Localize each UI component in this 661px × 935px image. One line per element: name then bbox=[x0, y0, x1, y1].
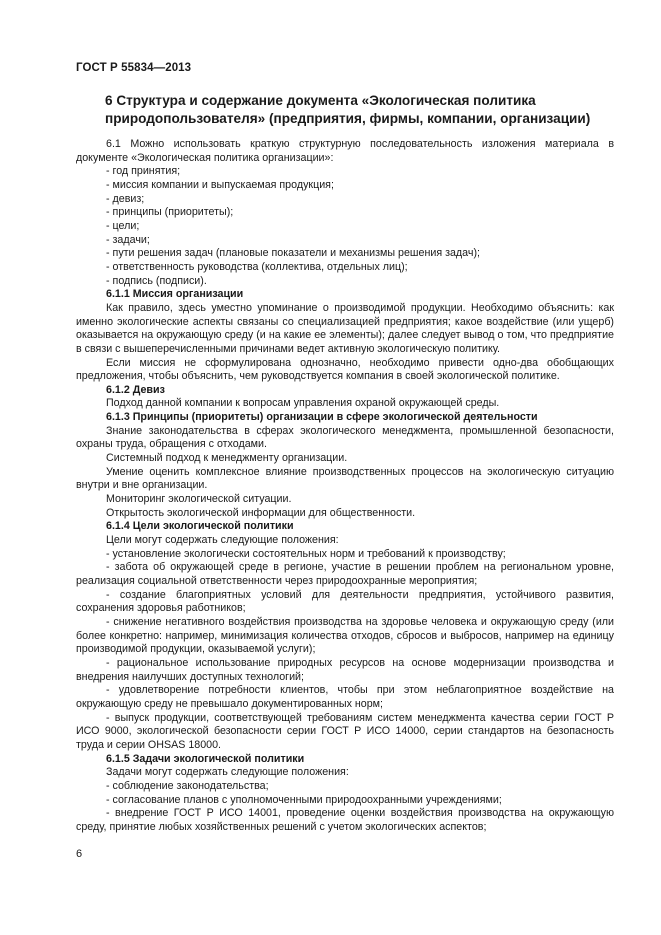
list-item: - пути решения задач (плановые показатели и механизмы решения задач); bbox=[106, 247, 480, 260]
subsection-heading-principles: 6.1.3 Принципы (приоритеты) организации в сфере экологической деятельности bbox=[106, 411, 538, 424]
subsection-heading-tasks: 6.1.5 Задачи экологической политики bbox=[106, 752, 305, 765]
paragraph: Открытость экологической информации для общественности. bbox=[106, 506, 416, 519]
paragraph: Системный подход к менеджменту организации. bbox=[106, 452, 348, 465]
subsection-heading-motto: 6.1.2 Девиз bbox=[106, 383, 165, 396]
list-item: - рациональное использование природных ресурсов на основе модернизации производства и внедрения наилучших доступных технологий; bbox=[76, 656, 614, 683]
paragraph: Мониторинг экологической ситуации. bbox=[106, 493, 292, 506]
subsection-heading-mission: 6.1.1 Миссия организации bbox=[106, 288, 244, 301]
list-item: - внедрение ГОСТ Р ИСО 14001, проведение оценки воздействия производства на окружающую среду, принятие любых хозяйственных решений с учетом экологических аспектов; bbox=[76, 807, 614, 833]
list-item: - девиз; bbox=[106, 192, 145, 205]
list-item: - установление экологически состоятельных норм и требований к производству; bbox=[106, 547, 506, 560]
paragraph: Задачи могут содержать следующие положения: bbox=[106, 766, 349, 779]
list-item: - ответственность руководства (коллектива, отдельных лиц); bbox=[106, 260, 408, 273]
list-item: - цели; bbox=[106, 219, 140, 232]
list-item: - снижение негативного воздействия производства на здоровье человека и окружающую среду (или более конкретно: например, минимизация количества отходов, сбросов и выбросов, например на единицу производимой продукции, оказываемой услуги); bbox=[76, 615, 614, 656]
subsection-heading-goals: 6.1.4 Цели экологической политики bbox=[106, 520, 294, 533]
list-item: - согласование планов с уполномоченными природоохранными учреждениями; bbox=[106, 793, 502, 806]
document-header: ГОСТ Р 55834—2013 bbox=[76, 62, 192, 74]
section-title: 6 Структура и содержание документа «Экологическая политика природопользователя» (предприятия, фирмы, компании, организации) bbox=[105, 93, 591, 126]
paragraph: Как правило, здесь уместно упоминание о производимой продукции. Необходимо объяснить: как именно экологические аспекты связаны со специализацией предприятия; какое воздействие (или ущерб) оказывается на окружающую среду (и на какие ее элементы); далее следует вывод о том, что предприятие в связи с вышеперечисленными причинами ведет активную экологическую политику. bbox=[76, 301, 614, 355]
list-item: - создание благоприятных условий для деятельности предприятия, устойчивого развития, сохранения здоровья работников; bbox=[76, 588, 614, 615]
paragraph: Если миссия не сформулирована однозначно, необходимо привести одно-два обобщающих предложения, чтобы объяснить, чем руководствуется компания в своей экологической политике. bbox=[76, 356, 614, 383]
list-item: - удовлетворение потребности клиентов, чтобы при этом неблагоприятное воздействие на окружающую среду не превышало документированных норм; bbox=[76, 684, 614, 710]
paragraph: Умение оценить комплексное влияние производственных процессов на экологическую ситуацию внутри и вне организации. bbox=[76, 465, 614, 492]
paragraph: Знание законодательства в сферах экологического менеджмента, промышленной безопасности, охраны труда, обращения с отходами. bbox=[76, 424, 614, 451]
list-item: - принципы (приоритеты); bbox=[106, 206, 234, 219]
list-item: - забота об окружающей среде в регионе, участие в решении проблем на региональном уровне, реализация социальной ответственности через природоохранные мероприятия; bbox=[76, 561, 614, 587]
list-item: - задачи; bbox=[106, 233, 150, 246]
page-number: 6 bbox=[76, 848, 83, 860]
list-item: - выпуск продукции, соответствующей требованиям систем менеджмента качества серии ГОСТ Р ИСО 9000, экологической безопасности серии ГОСТ Р ИСО 14000, серии стандартов на безопасность труда и серии OHSAS 18000. bbox=[76, 711, 614, 751]
list-item: - подпись (подписи). bbox=[106, 274, 207, 287]
document-body bbox=[76, 138, 614, 834]
list-item: - соблюдение законодательства; bbox=[106, 779, 269, 792]
paragraph: Подход данной компании к вопросам управления охраной окружающей среды. bbox=[106, 397, 500, 410]
list-item: - миссия компании и выпускаемая продукция; bbox=[106, 178, 334, 191]
intro-paragraph: 6.1 Можно использовать краткую структурную последовательность изложения материала в документе «Экологическая политика организации»: bbox=[76, 138, 614, 164]
paragraph: Цели могут содержать следующие положения: bbox=[106, 534, 339, 547]
list-item: - год принятия; bbox=[106, 165, 181, 178]
